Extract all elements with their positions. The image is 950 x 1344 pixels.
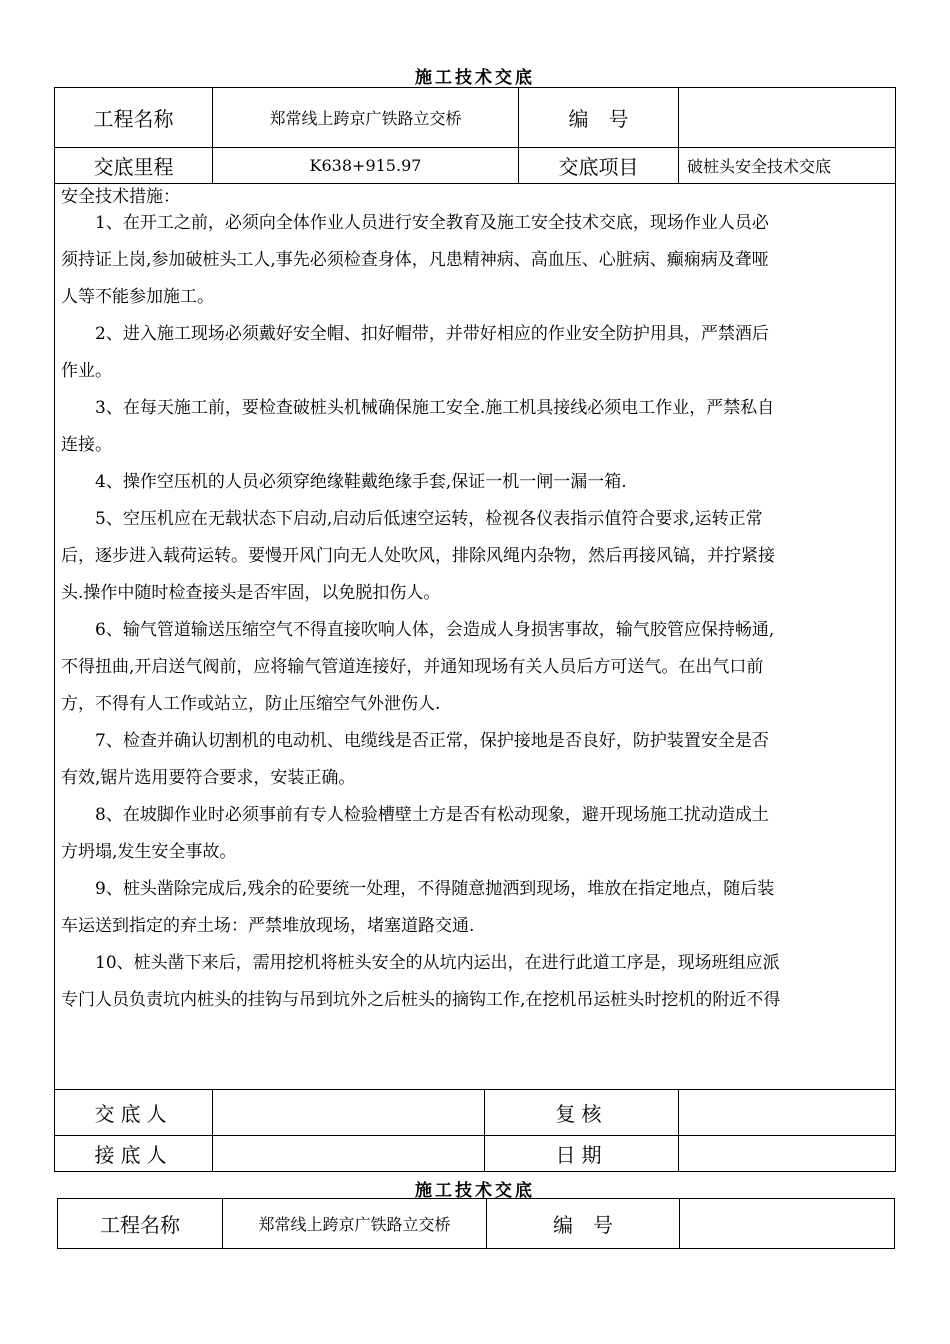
item-label: 交底项目 [519, 148, 679, 184]
project-name-label: 工程名称 [55, 88, 213, 148]
body-line: 5、空压机应在无载状态下启动,启动后低速空运转，检视各仪表指示值符合要求,运转正常 [95, 509, 763, 529]
body-line: 方，不得有人工作或站立，防止压缩空气外泄伤人. [61, 694, 441, 714]
body-line: 6、输气管道输送压缩空气不得直接吹响人体，会造成人身损害事故，输气胶管应保持畅通, [95, 620, 775, 640]
page2-header-table [57, 1198, 895, 1249]
page2-title: 施工技术交底 [415, 1181, 535, 1201]
project-name-value: 郑常线上跨京广铁路立交桥 [213, 88, 519, 148]
body-line: 8、在坡脚作业时必须事前有专人检验槽壁土方是否有松动现象，避开现场施工扰动造成土 [95, 805, 769, 825]
page2-project-name-value: 郑常线上跨京广铁路立交桥 [223, 1199, 487, 1249]
receiver-value [213, 1136, 485, 1172]
date-label: 日期 [485, 1136, 679, 1172]
page2-project-name-label: 工程名称 [58, 1199, 223, 1249]
body-line: 10、桩头凿下来后，需用挖机将桩头安全的从坑内运出，在进行此道工序是，现场班组应派 [95, 953, 780, 973]
body-line: 人等不能参加施工。 [61, 287, 214, 307]
mileage-value: K638+915.97 [213, 148, 519, 184]
number-value [679, 88, 896, 148]
mileage-label: 交底里程 [55, 148, 213, 184]
body-line: 9、桩头凿除完成后,残余的砼要统一处理，不得随意抛洒到现场，堆放在指定地点，随后装 [95, 879, 775, 899]
safety-measures-body [55, 184, 896, 1090]
footer-row-2 [55, 1136, 896, 1172]
page-title: 施工技术交底 [415, 68, 535, 88]
receiver-label: 接底人 [55, 1136, 213, 1172]
body-line: 作业。 [61, 361, 112, 381]
body-line: 1、在开工之前，必须向全体作业人员进行安全教育及施工安全技术交底，现场作业人员必 [95, 213, 769, 233]
body-line: 车运送到指定的弃土场：严禁堆放现场，堵塞道路交通. [61, 916, 475, 936]
page2-number-value [680, 1199, 895, 1249]
body-line: 安全技术措施： [61, 187, 180, 207]
review-label: 复核 [485, 1090, 679, 1136]
discloser-label: 交底人 [55, 1090, 213, 1136]
body-row [55, 184, 896, 1090]
body-line: 后，逐步进入载荷运转。要慢开风门向无人处吹风，排除风绳内杂物，然后再接风镐，并拧紧接 [61, 546, 775, 566]
body-line: 3、在每天施工前，要检查破桩头机械确保施工安全.施工机具接线必须电工作业，严禁私自 [95, 398, 775, 418]
footer-table [54, 1089, 896, 1172]
discloser-value [213, 1090, 485, 1136]
footer-row-1 [55, 1090, 896, 1136]
body-line: 有效,锯片选用要符合要求，安装正确。 [61, 768, 356, 788]
page2-number-label: 编 号 [487, 1199, 680, 1249]
number-label: 编 号 [519, 88, 679, 148]
header-row-1 [55, 88, 896, 148]
body-line: 须持证上岗,参加破桩头工人,事先必须检查身体，凡患精神病、高血压、心脏病、癫痫病及聋哑 [61, 250, 769, 270]
item-value: 破桩头安全技术交底 [679, 148, 896, 184]
body-line: 方坍塌,发生安全事故。 [61, 842, 237, 862]
page2-header-row-1 [58, 1199, 895, 1249]
header-row-2 [55, 148, 896, 184]
body-line: 4、操作空压机的人员必须穿绝缘鞋戴绝缘手套,保证一机一闸一漏一箱. [95, 472, 627, 492]
review-value [679, 1090, 896, 1136]
body-line: 头.操作中随时检查接头是否牢固，以免脱扣伤人。 [61, 583, 441, 603]
body-line: 不得扭曲,开启送气阀前，应将输气管道连接好，并通知现场有关人员后方可送气。在出气口前 [61, 657, 764, 677]
body-line: 连接。 [61, 435, 112, 455]
body-line: 2、进入施工现场必须戴好安全帽、扣好帽带，并带好相应的作业安全防护用具，严禁酒后 [95, 324, 769, 344]
header-table [54, 87, 896, 1090]
body-line: 7、检查并确认切割机的电动机、电缆线是否正常，保护接地是否良好，防护装置安全是否 [95, 731, 769, 751]
date-value [679, 1136, 896, 1172]
body-line: 专门人员负责坑内桩头的挂钩与吊到坑外之后桩头的摘钩工作,在挖机吊运桩头时挖机的附近不得 [61, 990, 781, 1010]
